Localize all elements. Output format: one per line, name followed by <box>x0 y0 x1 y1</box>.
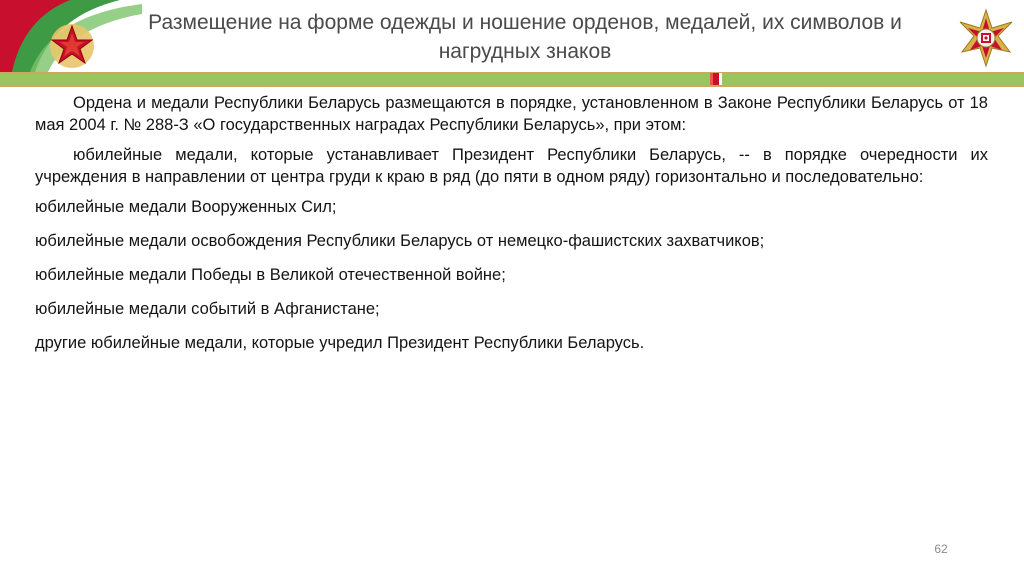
page-number: 62 <box>934 542 948 556</box>
list-item: другие юбилейные медали, которые учредил Президент Республики Беларусь. <box>35 334 645 352</box>
intro-paragraph: Ордена и медали Республики Беларусь размещаются в порядке, установленном в Законе Республики Беларусь от 18 мая 2004 г. № 288-З «О государственных наградах Республики Беларусь», при этом: <box>35 94 988 134</box>
medals-order-paragraph: юбилейные медали, которые устанавливает Президент Республики Беларусь, -- в порядке очередности их учреждения в направлении от центра груди к краю в ряд (до пяти в одном ряду) горизонтально и последовательно: <box>35 146 988 186</box>
slide-content <box>35 92 988 366</box>
header-band <box>0 72 1024 87</box>
list-item: юбилейные медали освобождения Республики Беларусь от немецко-фашистских захватчиков; <box>35 232 765 250</box>
flag-mark-icon <box>710 73 722 85</box>
slide-title: Размещение на форме одежды и ношение орденов, медалей, их символов и нагрудных знаков <box>148 11 902 63</box>
list-item: юбилейные медали событий в Афганистане; <box>35 300 380 318</box>
order-emblem-icon <box>955 8 1017 68</box>
list-item: юбилейные медали Вооруженных Сил; <box>35 198 337 216</box>
list-item: юбилейные медали Победы в Великой отечественной войне; <box>35 266 506 284</box>
